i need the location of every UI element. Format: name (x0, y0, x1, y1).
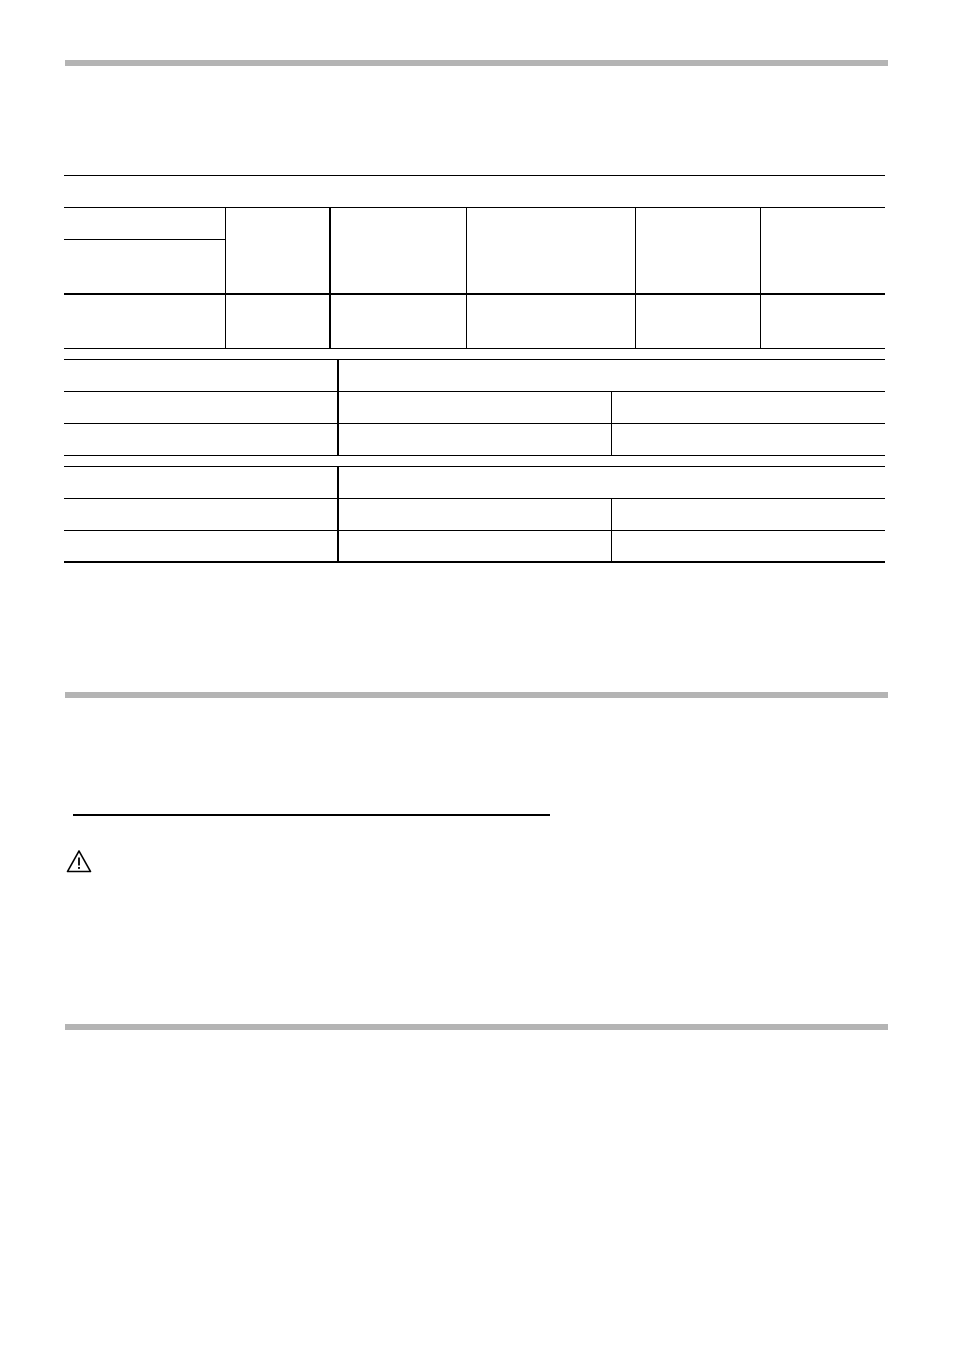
table-col-divider-2 (329, 207, 331, 348)
table-block2-top-rule (64, 359, 885, 360)
table-block2-row1-rule (64, 391, 885, 392)
table-block3-row1-rule (64, 498, 885, 499)
table-block2-col-divider-1 (337, 359, 339, 455)
table-block3-row2-rule (64, 530, 885, 531)
table-col-divider-5 (760, 207, 761, 348)
table-row1-bottom-rule (64, 348, 885, 349)
table-header-bottom-rule (64, 293, 885, 295)
section-divider-middle (65, 692, 888, 698)
warning-triangle-icon (66, 849, 92, 873)
table-col-divider-3 (466, 207, 467, 348)
table-block2-col-divider-2 (611, 391, 612, 455)
section-divider-bottom (65, 1024, 888, 1030)
table-col-divider-4 (635, 207, 636, 348)
table-top-rule (64, 175, 885, 176)
table-block3-bottom-rule (64, 561, 885, 563)
table-block2-bottom-rule (64, 455, 885, 456)
table-block2-row2-rule (64, 423, 885, 424)
table-block3-col-divider-2 (611, 498, 612, 562)
table-col-divider-1 (225, 207, 226, 348)
table-block3-top-rule (64, 466, 885, 467)
table-header-top-rule (64, 207, 885, 208)
subheading-underline (73, 814, 550, 816)
table-block3-col-divider-1 (337, 466, 339, 562)
table-header-sub-rule (64, 239, 225, 240)
section-divider-top (65, 60, 888, 66)
